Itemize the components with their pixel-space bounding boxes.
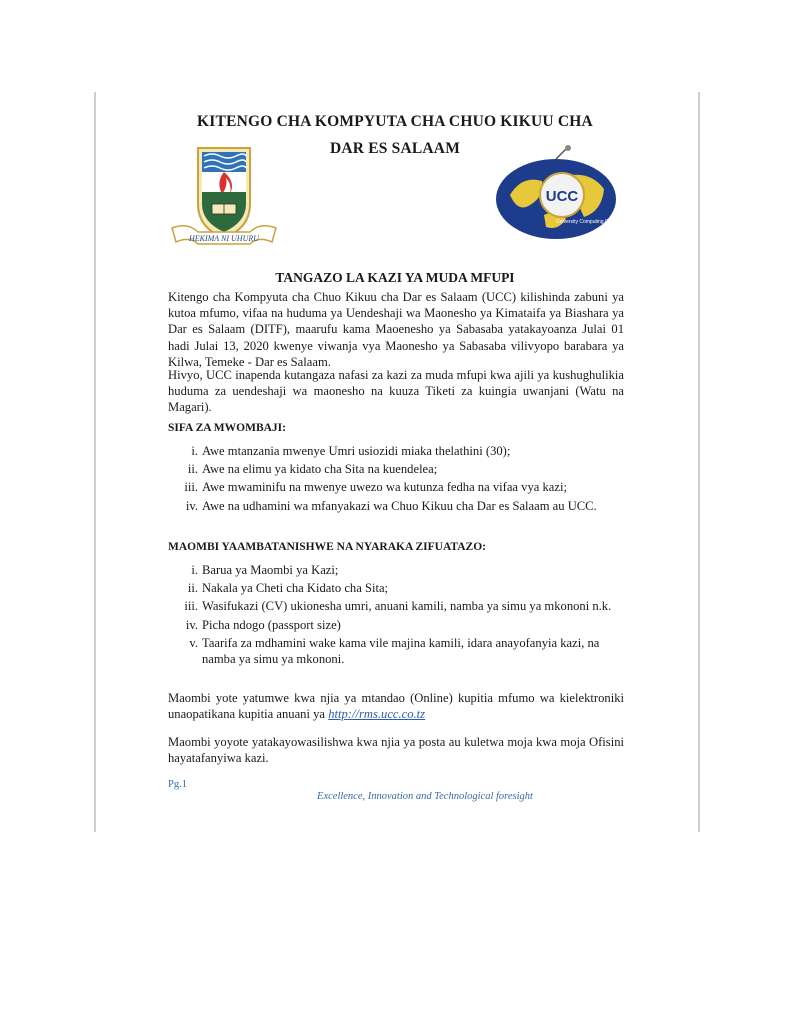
footer-tagline: Excellence, Innovation and Technological foresight [317,791,533,802]
list-item-number: ii. [187,581,198,596]
qualifications-heading: SIFA ZA MWOMBAJI: [168,422,286,434]
list-item [168,562,624,578]
list-item [168,598,624,614]
list-item-number: i. [191,563,198,577]
list-item-number: v. [189,635,198,650]
ucc-logo-text: UCC [545,188,579,205]
list-item [168,498,624,514]
list-item-text: Barua ya Maombi ya Kazi; [202,563,339,577]
org-title-line2: DAR ES SALAAM [329,140,461,157]
online-paragraph-text: Maombi yote yatumwe kwa njia ya mtandao (Online) kupitia mfumo wa kielektroniki unaopatikana kupitia anuani ya [168,691,624,722]
list-item-text: Taarifa za mdhamini wake kama vile majina kamili, idara anayofanyia kazi, na namba ya simu ya mkononi. [202,635,600,667]
attachments-heading: MAOMBI YAAMBATANISHWE NA NYARAKA ZIFUATAZO: [168,541,486,553]
list-item-text: Wasifukazi (CV) ukionesha umri, anuani kamili, namba ya simu ya mkononi n.k. [202,599,612,614]
list-item-text: Nakala ya Cheti cha Kidato cha Sita; [202,581,389,596]
list-item [168,580,624,596]
online-paragraph [168,690,624,722]
list-item-number: iii. [184,599,198,614]
org-title-line1: KITENGO CHA KOMPYUTA CHA CHUO KIKUU CHA [197,113,593,130]
list-item-text: Awe na elimu ya kidato cha Sita na kuendelea; [202,462,438,477]
ucc-logo-subtext: University Computing Centre [556,219,620,225]
list-item-number: iii. [184,480,198,495]
advert-title: TANGAZO LA KAZI YA MUDA MFUPI [275,270,515,285]
crest-motto: HEKIMA NI UHURU [188,234,260,243]
list-item-text: Picha ndogo (passport size) [202,617,341,632]
list-item-number: iv. [185,617,198,632]
list-item-number: ii. [187,462,198,477]
list-item-text: Awe mtanzania mwenye Umri usiozidi miaka thelathini (30); [202,444,511,458]
list-item [168,479,624,495]
list-item-number: i. [191,444,198,458]
list-item [168,635,624,667]
list-item [168,443,624,459]
list-item-number: iv. [185,498,198,513]
ucc-globe-logo [492,145,624,243]
second-paragraph: Hivyo, UCC inapenda kutangaza nafasi za kazi za muda mfupi kwa ajili ya kushughulikia huduma za uendeshaji wa maonesho na kuuza Tiketi za kuingia uwanjani (Watu na Magari). [168,368,624,415]
rms-link[interactable]: http://rms.ucc.co.tz [328,707,426,722]
page-number: Pg.1 [168,779,187,790]
closing-paragraph: Maombi yoyote yatakayowasilishwa kwa njia ya posta au kuletwa moja kwa moja Ofisini hayatafanyiwa kazi. [168,735,624,766]
qualifications-list [168,443,624,516]
intro-paragraph: Kitengo cha Kompyuta cha Chuo Kikuu cha Dar es Salaam (UCC) kilishinda zabuni ya kutoa mfumo, vifaa na huduma ya Uendeshaji wa Maonesho ya Kimataifa ya Biashara ya Dar es Salaam (DITF), maarufu kama Maoenesho ya Sabasaba yatakayoanza Julai 01 hadi Julai 13, 2020 kwenye viwanja vya Maonesho ya Sabasaba vilivyopo barabara ya Kilwa, Temeke - Dar es Salaam. [168,290,624,369]
list-item [168,617,624,633]
attachments-list [168,562,624,669]
list-item-text: Awe mwaminifu na mwenye uwezo wa kutunza fedha na vifaa vya kazi; [202,480,567,495]
udsm-crest-logo [168,142,280,254]
list-item [168,461,624,477]
list-item-text: Awe na udhamini wa mfanyakazi wa Chuo Kikuu cha Dar es Salaam au UCC. [202,498,597,513]
